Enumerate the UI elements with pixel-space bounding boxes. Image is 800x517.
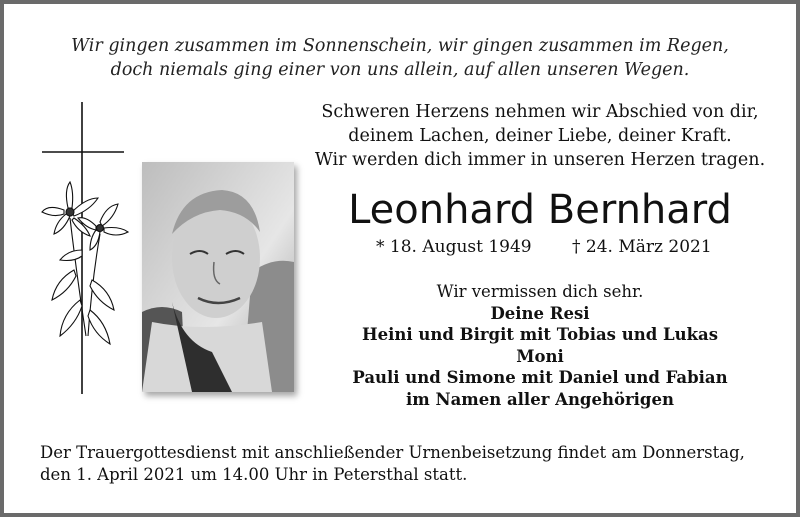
family-member: im Namen aller Angehörigen <box>406 389 674 409</box>
portrait-photo <box>142 162 294 392</box>
farewell-line-3: Wir werden dich immer in unseren Herzen tragen. <box>314 150 766 170</box>
deceased-name: Leonhard Bernhard <box>348 187 732 233</box>
family-member: Deine Resi <box>490 303 590 323</box>
farewell-line-1: Schweren Herzens nehmen wir Abschied von dir, <box>321 102 759 122</box>
service-line-1: Der Trauergottesdienst mit anschließender Urnenbeisetzung findet am Donnerstag, <box>40 443 745 462</box>
family-member: Pauli und Simone mit Daniel und Fabian <box>352 368 728 387</box>
service-line-2: den 1. April 2021 um 14.00 Uhr in Petersthal statt. <box>40 465 468 484</box>
birth-date: * 18. August 1949 <box>376 237 532 257</box>
cross-icon <box>34 100 144 400</box>
poem <box>4 34 796 82</box>
family-intro: Wir vermissen dich sehr. <box>436 282 644 301</box>
family-list <box>310 281 770 410</box>
farewell-line-2: deinem Lachen, deiner Liebe, deiner Kraft. <box>348 126 732 146</box>
farewell-text <box>310 100 770 172</box>
edelweiss-icon <box>42 182 128 344</box>
poem-line-1: Wir gingen zusammen im Sonnenschein, wir gingen zusammen im Regen, <box>71 36 729 56</box>
death-date: † 24. März 2021 <box>572 237 712 257</box>
service-info <box>40 442 745 486</box>
family-member: Moni <box>516 346 564 366</box>
family-member: Heini und Birgit mit Tobias und Lukas <box>361 325 718 344</box>
poem-line-2: doch niemals ging einer von uns allein, auf allen unseren Wegen. <box>110 60 690 80</box>
